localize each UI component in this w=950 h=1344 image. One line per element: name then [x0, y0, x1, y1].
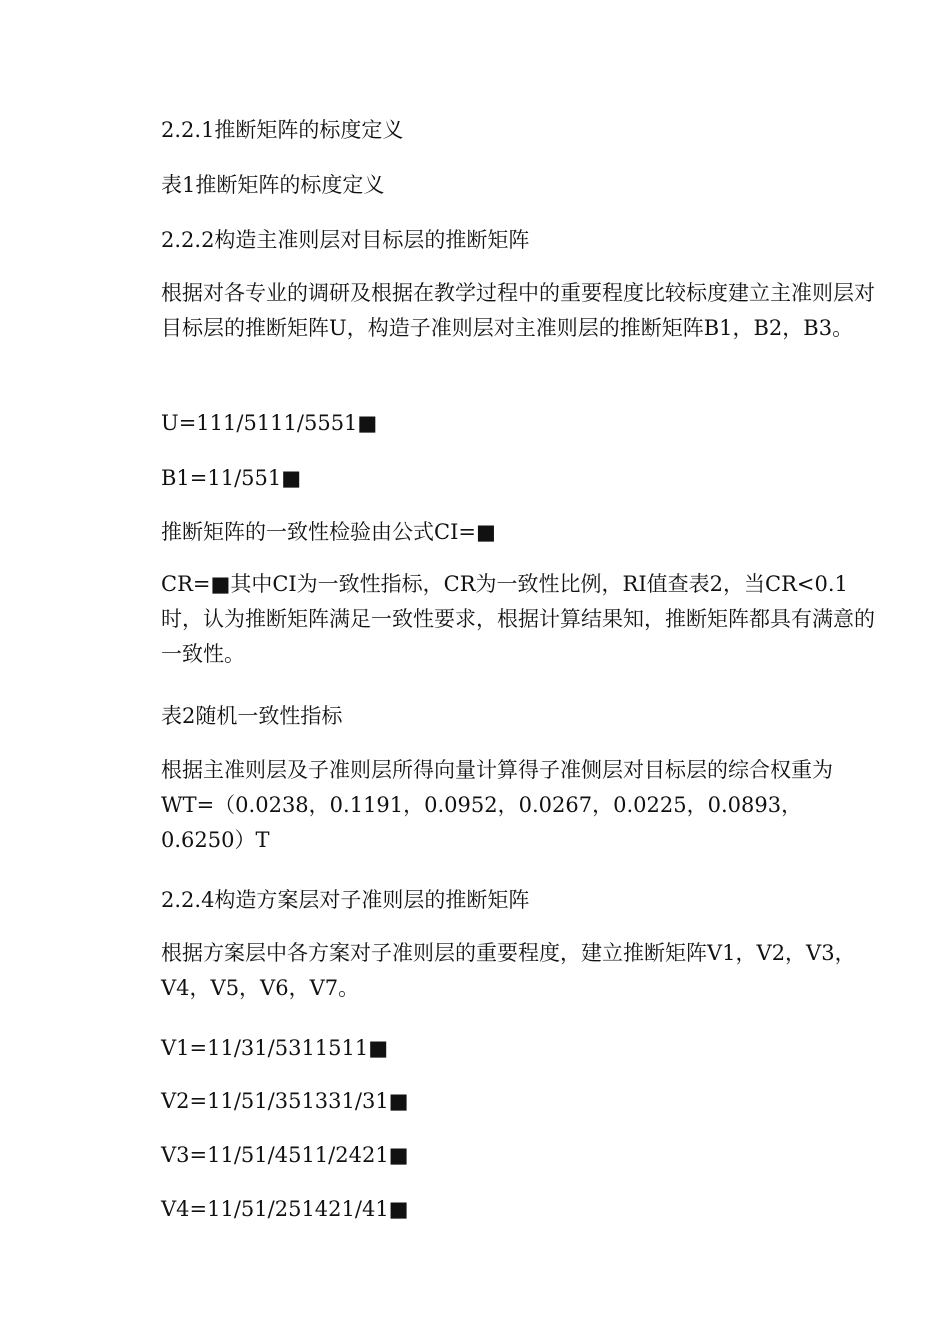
paragraph-composite-weights: 根据主准则层及子准则层所得向量计算得子准侧层对目标层的综合权重为WT=（0.0238，0.1191，0.0952，0.0267，0.0225，0.0893，0.6250）T — [161, 758, 833, 852]
table-caption-2: 表2随机一致性指标 — [161, 704, 343, 728]
paragraph-scheme-matrices: 根据方案层中各方案对子准则层的重要程度，建立推断矩阵V1，V2，V3，V4，V5，V6，V7。 — [161, 941, 856, 1000]
paragraph-consistency-ratio: CR=■其中CI为一致性指标，CR为一致性比例，RI值查表2，当CR<0.1时，认为推断矩阵满足一致性要求，根据计算结果知，推断矩阵都具有满意的一致性。 — [161, 572, 875, 666]
formula-v3: V3=11/51/4511/2421■ — [161, 1143, 409, 1167]
paragraph-matrix-construction: 根据对各专业的调研及根据在教学过程中的重要程度比较标度建立主准则层对目标层的推断矩阵U，构造子准则层对主准则层的推断矩阵B1，B2，B3。 — [161, 281, 875, 340]
table-caption-1: 表1推断矩阵的标度定义 — [161, 173, 385, 197]
section-heading-2-2-4: 2.2.4构造方案层对子准则层的推断矩阵 — [161, 888, 530, 912]
formula-v2: V2=11/51/351331/31■ — [161, 1089, 409, 1113]
section-heading-2-2-2: 2.2.2构造主准则层对目标层的推断矩阵 — [161, 228, 530, 252]
paragraph-consistency-formula: 推断矩阵的一致性检验由公式CI=■ — [161, 520, 496, 544]
formula-v1: V1=11/31/5311511■ — [161, 1036, 389, 1060]
formula-v4: V4=11/51/251421/41■ — [161, 1197, 409, 1221]
formula-b1: B1=11/551■ — [161, 466, 302, 490]
section-heading-2-2-1: 2.2.1推断矩阵的标度定义 — [161, 118, 404, 142]
formula-u: U=111/5111/5551■ — [161, 411, 378, 435]
